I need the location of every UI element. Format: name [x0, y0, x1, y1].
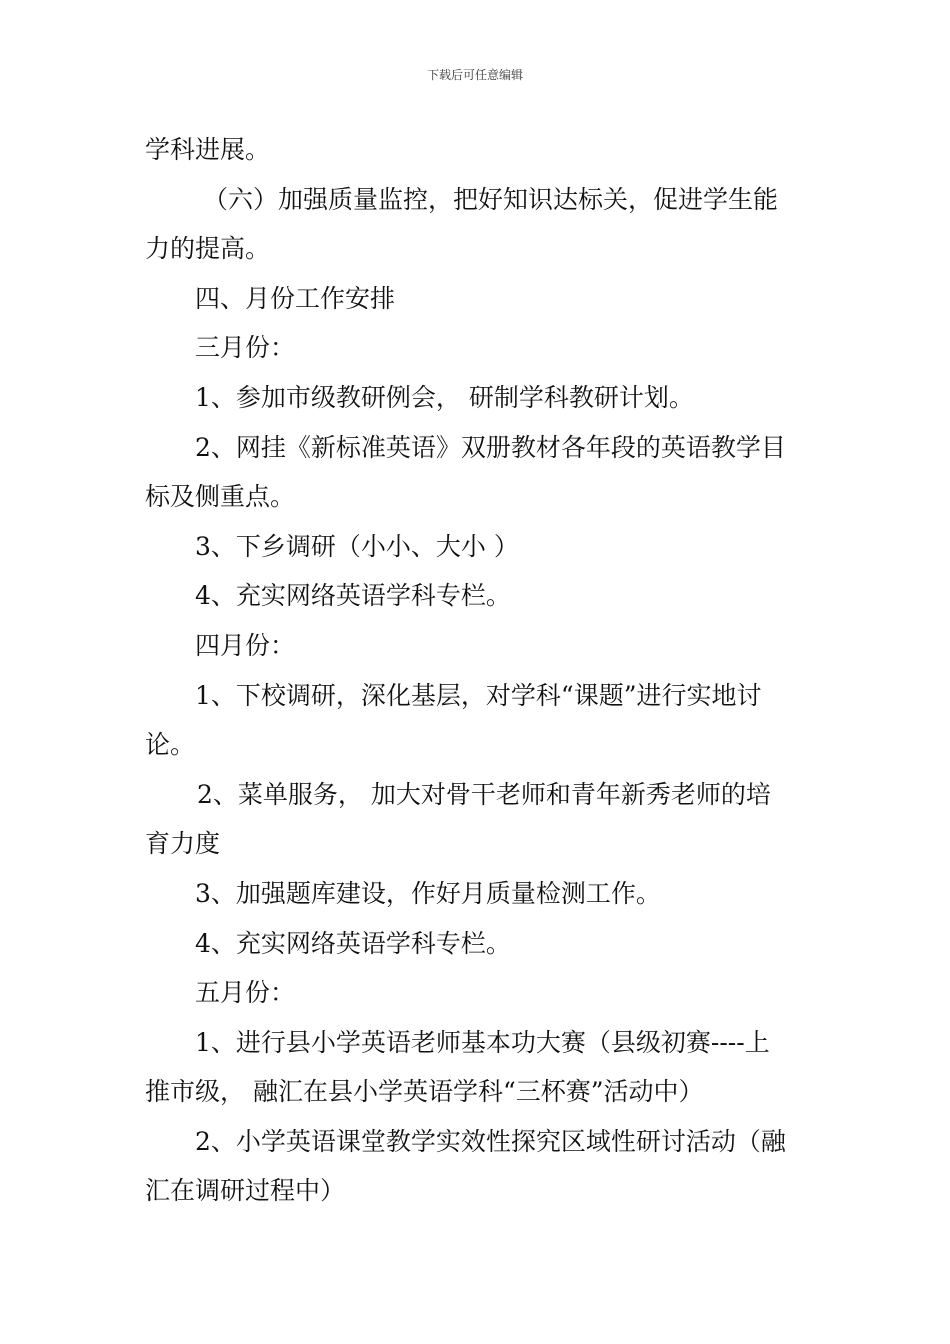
paragraph-line: 推市级， 融汇在县小学英语学科“三杯赛”活动中）: [145, 1077, 704, 1107]
month-heading: 四月份：: [195, 630, 296, 660]
list-item: 2、菜单服务， 加大对骨干老师和青年新秀老师的培: [197, 779, 771, 809]
paragraph-line: （六）加强质量监控，把好知识达标关，促进学生能: [203, 184, 779, 214]
document-body: [145, 125, 810, 1216]
list-item: 2、网挂《新标准英语》双册教材各年段的英语教学目: [195, 432, 786, 462]
list-item: 4、充实网络英语学科专栏。: [195, 928, 511, 958]
paragraph-line: 汇在调研过程中）: [145, 1176, 346, 1206]
list-item: 4、充实网络英语学科专栏。: [195, 581, 511, 611]
month-heading: 五月份：: [195, 978, 296, 1008]
list-item: 1、下校调研，深化基层，对学科“课题”进行实地讨: [195, 680, 762, 710]
list-item: 1、进行县小学英语老师基本功大赛（县级初赛----上: [195, 1027, 770, 1057]
list-item: 3、加强题库建设，作好月质量检测工作。: [195, 878, 661, 908]
paragraph-line: 力的提高。: [145, 234, 271, 264]
paragraph-line: 标及侧重点。: [145, 482, 296, 512]
section-heading: 四、月份工作安排: [195, 283, 396, 313]
list-item: 2、小学英语课堂教学实效性探究区域性研讨活动（融: [195, 1126, 786, 1156]
paragraph-line: 学科进展。: [145, 135, 271, 164]
page-header: 下载后可任意编辑: [426, 68, 523, 82]
paragraph-line: 论。: [145, 730, 196, 760]
month-heading: 三月份：: [195, 333, 296, 363]
list-item: 1、参加市级教研例会， 研制学科教研计划。: [195, 382, 694, 412]
paragraph-line: 育力度: [145, 829, 221, 859]
list-item: 3、下乡调研（小小、大小 ）: [195, 531, 519, 561]
